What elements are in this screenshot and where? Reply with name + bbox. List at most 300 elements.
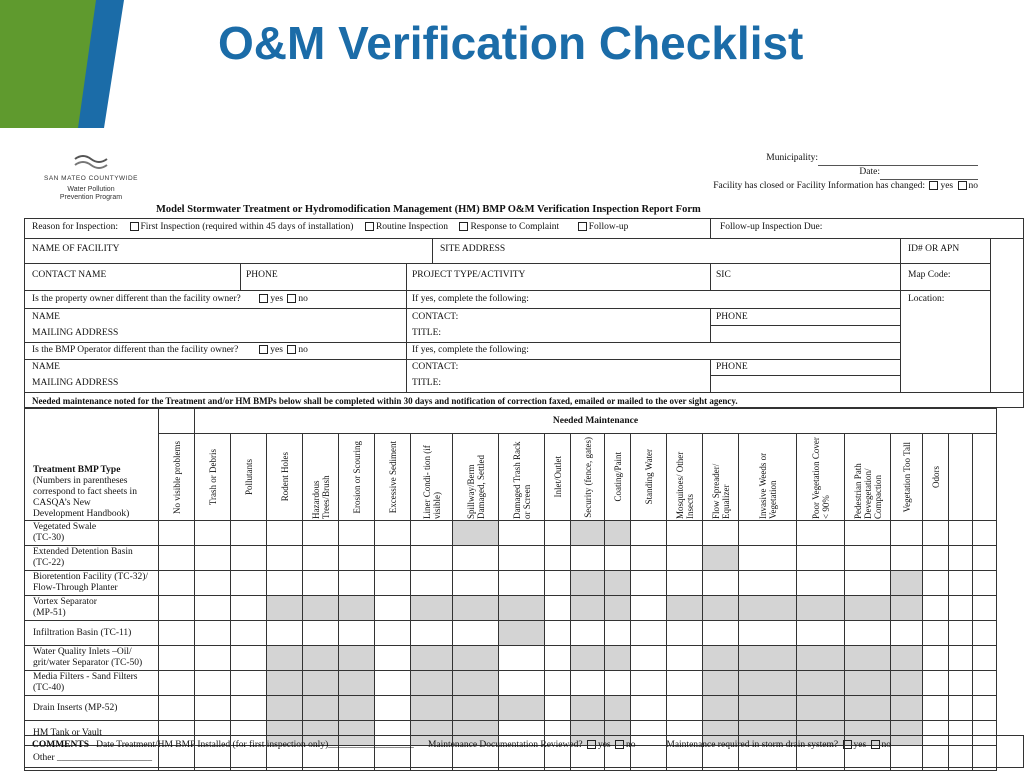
maintenance-cell[interactable]	[891, 546, 923, 571]
maintenance-cell[interactable]	[923, 621, 949, 646]
column-header-label: Rodent Holes	[279, 452, 290, 502]
maintenance-cell[interactable]	[703, 596, 739, 621]
maintenance-cell[interactable]	[797, 671, 845, 696]
maintenance-cell[interactable]	[667, 696, 703, 721]
maintenance-cell[interactable]	[159, 646, 195, 671]
map-code-label: Map Code:	[908, 270, 951, 280]
maintenance-cell[interactable]	[499, 696, 545, 721]
column-header-label: Trash or Debris	[207, 448, 218, 506]
maintenance-cell[interactable]	[159, 696, 195, 721]
maintenance-cell[interactable]	[267, 596, 303, 621]
maintenance-cell[interactable]	[267, 646, 303, 671]
operator-name-label: NAME	[32, 362, 60, 372]
maintenance-cell[interactable]	[703, 571, 739, 596]
maintenance-cell[interactable]	[375, 621, 411, 646]
maintenance-cell[interactable]	[195, 546, 231, 571]
maintenance-cell[interactable]	[339, 521, 375, 546]
slide-title: O&M Verification Checklist	[218, 17, 804, 69]
owner-if-yes-label: If yes, complete the following:	[412, 294, 529, 304]
maintenance-cell[interactable]	[703, 621, 739, 646]
maintenance-cell[interactable]	[739, 521, 797, 546]
maintenance-cell[interactable]	[797, 546, 845, 571]
maintenance-cell[interactable]	[631, 571, 667, 596]
maintenance-cell[interactable]	[631, 621, 667, 646]
form-header-right: Municipality: Date: Facility has closed or Facility Information has changed: yes no	[713, 153, 978, 191]
maintenance-cell[interactable]	[499, 671, 545, 696]
maintenance-cell[interactable]	[571, 621, 605, 646]
maintenance-cell[interactable]	[797, 696, 845, 721]
maintenance-cell[interactable]	[411, 596, 453, 621]
bmp-type-label: Vortex Separator (MP-51)	[25, 596, 159, 621]
reason-label: Reason for Inspection:	[32, 222, 119, 232]
maintenance-cell[interactable]	[267, 621, 303, 646]
operator-mailing-label: MAILING ADDRESS	[32, 378, 119, 388]
maintenance-cell[interactable]	[571, 571, 605, 596]
maintenance-cell[interactable]	[605, 596, 631, 621]
maintenance-cell[interactable]	[499, 596, 545, 621]
maintenance-cell[interactable]	[375, 646, 411, 671]
maintenance-cell[interactable]	[571, 696, 605, 721]
maintenance-cell[interactable]	[739, 646, 797, 671]
storm-no-checkbox[interactable]	[871, 740, 880, 749]
maintenance-cell[interactable]	[339, 596, 375, 621]
maintenance-cell[interactable]	[667, 621, 703, 646]
maintenance-cell[interactable]	[667, 646, 703, 671]
column-header	[545, 434, 571, 521]
column-header-label: Pedestrian Path Devegetation/ Compaction	[852, 463, 883, 519]
maintenance-cell[interactable]	[631, 646, 667, 671]
maintenance-cell[interactable]	[739, 571, 797, 596]
operator-yes-checkbox[interactable]	[259, 345, 268, 354]
contact-name-label: CONTACT NAME	[32, 270, 107, 280]
maintenance-cell[interactable]	[545, 596, 571, 621]
table-row	[25, 546, 997, 571]
maintenance-cell[interactable]	[605, 521, 631, 546]
maintenance-cell[interactable]	[303, 671, 339, 696]
facility-changed-no-checkbox[interactable]	[958, 181, 967, 190]
owner-yes-checkbox[interactable]	[259, 294, 268, 303]
column-header-label: Pollutants	[243, 458, 254, 495]
bmp-type-label: Other ____________________	[25, 746, 159, 771]
maintenance-cell[interactable]	[267, 546, 303, 571]
inspection-form: SAN MATEO COUNTYWIDE Water Pollution Prevention Program Municipality: Date: Facility has closed or Facility Information has changed: yes no Model Stormwater Treatment or Hydromodification Management (HM) BMP O&M Verification Inspection Report Form Reason for Inspection: First Inspection (required within 45 days of installation) Routine Inspection Response to Complaint Follow-up Follow-up Inspection Due: NAME OF FACILITY SITE ADDRESS ID# OR APN CONTACT NAME PHONE PROJECT TYPE/ACTIVITY SIC Map Code: Is the property owner different than the facility owner? yes no If yes, complete the following: Location: NAME MAILING ADDRESS CONTACT: TITLE: PHONE Is the BMP Operator different than the facility owner? yes no If yes, complete the following: NAME MAILING ADDRESS CONTACT: TITLE: PHONE Needed maintenance noted for the Treatment and/or HM BMPs below shall be completed within 30 days and notification of correction faxed, emailed or mailed to the over sight agency. Treatment BMP Type (Numbers in parentheses correspond to fact sheets in CASQA’s New Development Handbook) Needed Maintenance No visible problems Trash or Debris Pollutants Rodent Holes Hazardous Trees/Brush Erosion or Scouring Excessive Sediment Liner Condi- tion (if visible) Spillway/Berm Damaged, Settled Damaged Trash Rack or Screen Inlet/Outlet Security (fence, gates) Coating/Paint Standing Water Mosquitoes/ Other Insects Flow Spreader/ Equalizer Invasive Weeds or Vegetation Poor Vegetation Cover < 90% Pedestrian Path Devegetation/ Compaction Vegetation Too Tall Odors Vegetated Swale (TC-30) Extended Detention Basin (TC-22) Bioretention Facility (TC-32)/ Flow-Through Planter Vortex Separator (MP-51) Infiltration Basin (TC-11) Water Quality Inlets –Oil/ grit/water Separator (TC-50) Media Filters - Sand Filters (TC-40) Drain Inserts (MP-52) HM Tank or Vault Other ____________________ COMMENTS Date Treatment/HM BMP Installed (for first inspection only)__________________ Maintenance Documentation Reviewed? yes no Maintenance required in storm drain system? yes no	[24, 148, 1024, 768]
maintenance-cell[interactable]	[973, 646, 997, 671]
maintenance-cell[interactable]	[195, 646, 231, 671]
docs-reviewed-label: Maintenance Documentation Reviewed?	[427, 740, 583, 750]
maintenance-cell[interactable]	[571, 521, 605, 546]
maintenance-cell[interactable]	[267, 521, 303, 546]
maintenance-cell[interactable]	[159, 671, 195, 696]
maintenance-cell[interactable]	[231, 696, 267, 721]
maintenance-cell[interactable]	[453, 671, 499, 696]
followup-checkbox[interactable]	[578, 222, 587, 231]
municipality-field[interactable]	[818, 152, 978, 166]
maintenance-cell[interactable]	[949, 671, 973, 696]
maintenance-cell[interactable]	[499, 621, 545, 646]
maintenance-cell[interactable]	[303, 546, 339, 571]
maintenance-cell[interactable]	[545, 571, 571, 596]
maintenance-cell[interactable]	[973, 596, 997, 621]
maintenance-cell[interactable]	[375, 571, 411, 596]
column-header-label: Hazardous Trees/Brush	[310, 475, 331, 519]
operator-no-checkbox[interactable]	[287, 345, 296, 354]
maintenance-cell[interactable]	[739, 596, 797, 621]
date-field[interactable]	[880, 166, 978, 180]
maintenance-cell[interactable]	[605, 646, 631, 671]
column-header	[375, 434, 411, 521]
maintenance-cell[interactable]	[891, 571, 923, 596]
maintenance-cell[interactable]	[545, 521, 571, 546]
maintenance-cell[interactable]	[453, 521, 499, 546]
maintenance-notice: Needed maintenance noted for the Treatment and/or HM BMPs below shall be completed within 30 days and notification of correction faxed, emailed or mailed to the over sight agency.	[32, 396, 738, 406]
maintenance-cell[interactable]	[667, 546, 703, 571]
maintenance-cell[interactable]	[159, 521, 195, 546]
slide-accent-blue	[0, 0, 140, 128]
maintenance-cell[interactable]	[973, 571, 997, 596]
maintenance-cell[interactable]	[159, 621, 195, 646]
owner-name-label: NAME	[32, 312, 60, 322]
maintenance-cell[interactable]	[797, 646, 845, 671]
maintenance-cell[interactable]	[739, 546, 797, 571]
maintenance-cell[interactable]	[267, 571, 303, 596]
maintenance-cell[interactable]	[411, 621, 453, 646]
maintenance-cell[interactable]	[923, 646, 949, 671]
first-inspection-checkbox[interactable]	[130, 222, 139, 231]
maintenance-cell[interactable]	[339, 671, 375, 696]
maintenance-cell[interactable]	[703, 671, 739, 696]
maintenance-cell[interactable]	[453, 696, 499, 721]
maintenance-cell[interactable]	[453, 596, 499, 621]
complaint-checkbox[interactable]	[459, 222, 468, 231]
column-header	[159, 434, 195, 521]
logo: SAN MATEO COUNTYWIDE Water Pollution Prevention Program	[36, 152, 146, 202]
maintenance-cell[interactable]	[797, 571, 845, 596]
maintenance-cell[interactable]	[845, 621, 891, 646]
maintenance-cell[interactable]	[499, 521, 545, 546]
maintenance-cell[interactable]	[159, 596, 195, 621]
maintenance-cell[interactable]	[339, 571, 375, 596]
maintenance-cell[interactable]	[545, 546, 571, 571]
column-header-label: Poor Vegetation Cover < 90%	[810, 437, 831, 519]
maintenance-cell[interactable]	[231, 646, 267, 671]
maintenance-cell[interactable]	[303, 596, 339, 621]
maintenance-cell[interactable]	[453, 546, 499, 571]
maintenance-cell[interactable]	[375, 696, 411, 721]
column-header	[703, 434, 739, 521]
maintenance-cell[interactable]	[195, 571, 231, 596]
maintenance-cell[interactable]	[571, 646, 605, 671]
column-header-label: Coating/Paint	[612, 452, 623, 502]
maintenance-cell[interactable]	[571, 546, 605, 571]
maintenance-cell[interactable]	[973, 521, 997, 546]
facility-name-label: NAME OF FACILITY	[32, 244, 120, 254]
maintenance-cell[interactable]	[973, 696, 997, 721]
maintenance-cell[interactable]	[159, 571, 195, 596]
bmp-type-label: Drain Inserts (MP-52)	[25, 696, 159, 721]
maintenance-cell[interactable]	[303, 646, 339, 671]
column-header-label: Erosion or Scouring	[351, 440, 362, 514]
maintenance-cell[interactable]	[605, 546, 631, 571]
column-header-label: Liner Condi- tion (if visible)	[421, 445, 442, 519]
maintenance-cell[interactable]	[303, 621, 339, 646]
maintenance-cell[interactable]	[231, 546, 267, 571]
maintenance-cell[interactable]	[571, 671, 605, 696]
site-address-label: SITE ADDRESS	[440, 244, 506, 254]
bmp-type-label: Water Quality Inlets –Oil/ grit/water Separator (TC-50)	[25, 646, 159, 671]
table-row	[25, 621, 997, 646]
project-type-label: PROJECT TYPE/ACTIVITY	[412, 270, 526, 280]
maintenance-cell[interactable]	[453, 646, 499, 671]
maintenance-cell[interactable]	[667, 671, 703, 696]
maintenance-cell[interactable]	[923, 596, 949, 621]
maintenance-cell[interactable]	[267, 696, 303, 721]
column-header	[267, 434, 303, 521]
maintenance-cell[interactable]	[195, 521, 231, 546]
maintenance-cell[interactable]	[339, 646, 375, 671]
storm-yes-checkbox[interactable]	[843, 740, 852, 749]
operator-phone-label: PHONE	[716, 362, 748, 372]
maintenance-cell[interactable]	[667, 596, 703, 621]
maintenance-cell[interactable]	[739, 671, 797, 696]
column-header	[845, 434, 891, 521]
maintenance-cell[interactable]	[631, 546, 667, 571]
maintenance-cell[interactable]	[159, 546, 195, 571]
id-apn-label: ID# OR APN	[908, 244, 960, 254]
maintenance-cell[interactable]	[605, 621, 631, 646]
maintenance-cell[interactable]	[499, 646, 545, 671]
maintenance-cell[interactable]	[375, 546, 411, 571]
maintenance-cell[interactable]	[845, 696, 891, 721]
location-label: Location:	[908, 294, 945, 304]
maintenance-cell[interactable]	[949, 521, 973, 546]
maintenance-cell[interactable]	[891, 621, 923, 646]
maintenance-cell[interactable]	[703, 646, 739, 671]
maintenance-cell[interactable]	[499, 571, 545, 596]
column-header	[949, 434, 973, 521]
maintenance-cell[interactable]	[195, 621, 231, 646]
maintenance-cell[interactable]	[303, 571, 339, 596]
sic-label: SIC	[716, 270, 731, 280]
logo-org: SAN MATEO COUNTYWIDE	[43, 175, 139, 182]
operator-contact-label: CONTACT:	[412, 362, 459, 372]
maintenance-cell[interactable]	[949, 646, 973, 671]
maintenance-cell[interactable]	[545, 646, 571, 671]
maintenance-cell[interactable]	[231, 521, 267, 546]
column-header-label: Invasive Weeds or Vegetation	[757, 452, 778, 519]
column-header	[231, 434, 267, 521]
maintenance-cell[interactable]	[845, 671, 891, 696]
table-row	[25, 596, 997, 621]
owner-mailing-label: MAILING ADDRESS	[32, 328, 119, 338]
maintenance-cell[interactable]	[891, 696, 923, 721]
owner-no-checkbox[interactable]	[287, 294, 296, 303]
column-header-label: Vegetation Too Tall	[901, 441, 912, 513]
maintenance-cell[interactable]	[231, 621, 267, 646]
column-header-label: Flow Spreader/ Equalizer	[710, 463, 731, 519]
needed-maintenance-header: Needed Maintenance	[195, 409, 997, 434]
column-header-label: Odors	[930, 466, 941, 488]
maintenance-cell[interactable]	[797, 521, 845, 546]
column-header	[973, 434, 997, 521]
column-header-label: Inlet/Outlet	[552, 456, 563, 498]
maintenance-cell[interactable]	[375, 521, 411, 546]
column-header-label: Standing Water	[643, 449, 654, 505]
maintenance-cell[interactable]	[339, 546, 375, 571]
maintenance-cell[interactable]	[891, 596, 923, 621]
maintenance-cell[interactable]	[339, 696, 375, 721]
maintenance-cell[interactable]	[631, 671, 667, 696]
maintenance-cell[interactable]	[703, 546, 739, 571]
maintenance-cell[interactable]	[453, 571, 499, 596]
maintenance-cell[interactable]	[923, 521, 949, 546]
maintenance-cell[interactable]	[845, 646, 891, 671]
maintenance-cell[interactable]	[973, 621, 997, 646]
maintenance-cell[interactable]	[973, 671, 997, 696]
column-header	[891, 434, 923, 521]
maintenance-cell[interactable]	[923, 696, 949, 721]
column-header	[631, 434, 667, 521]
maintenance-cell[interactable]	[303, 696, 339, 721]
maintenance-cell[interactable]	[949, 596, 973, 621]
maintenance-cell[interactable]	[631, 521, 667, 546]
comments-label: COMMENTS	[32, 740, 89, 750]
maintenance-cell[interactable]	[267, 671, 303, 696]
maintenance-cell[interactable]	[545, 621, 571, 646]
bmp-type-label: Bioretention Facility (TC-32)/ Flow-Through Planter	[25, 571, 159, 596]
column-header-label: Excessive Sediment	[387, 440, 398, 514]
docs-no-checkbox[interactable]	[615, 740, 624, 749]
maintenance-cell[interactable]	[949, 546, 973, 571]
maintenance-cell[interactable]	[195, 671, 231, 696]
column-header	[667, 434, 703, 521]
column-header	[303, 434, 339, 521]
table-row	[25, 696, 997, 721]
bmp-type-label: Vegetated Swale (TC-30)	[25, 521, 159, 546]
maintenance-cell[interactable]	[891, 646, 923, 671]
owner-phone-label: PHONE	[716, 312, 748, 322]
maintenance-cell[interactable]	[231, 571, 267, 596]
column-header	[411, 434, 453, 521]
facility-info-section	[24, 218, 1024, 408]
operator-if-yes-label: If yes, complete the following:	[412, 345, 529, 355]
maintenance-cell[interactable]	[845, 521, 891, 546]
table-row	[25, 646, 997, 671]
column-header	[499, 434, 545, 521]
maintenance-cell[interactable]	[499, 546, 545, 571]
maintenance-cell[interactable]	[923, 671, 949, 696]
maintenance-cell[interactable]	[195, 596, 231, 621]
maintenance-cell[interactable]	[411, 571, 453, 596]
logo-program: Water Pollution	[67, 186, 115, 193]
maintenance-cell[interactable]	[411, 521, 453, 546]
operator-title-label: TITLE:	[412, 378, 442, 388]
maintenance-cell[interactable]	[303, 521, 339, 546]
maintenance-cell[interactable]	[231, 596, 267, 621]
maintenance-cell[interactable]	[411, 646, 453, 671]
maintenance-cell[interactable]	[231, 671, 267, 696]
table-row	[25, 671, 997, 696]
maintenance-cell[interactable]	[797, 621, 845, 646]
maintenance-cell[interactable]	[703, 696, 739, 721]
column-header-label: No visible problems	[171, 440, 182, 514]
bmp-type-label: Media Filters - Sand Filters (TC-40)	[25, 671, 159, 696]
maintenance-cell[interactable]	[973, 546, 997, 571]
maintenance-cell[interactable]	[923, 546, 949, 571]
bmp-type-header: Treatment BMP Type (Numbers in parentheses correspond to fact sheets in CASQA’s New Development Handbook)	[33, 465, 137, 519]
owner-title-label: TITLE:	[412, 328, 442, 338]
column-header	[797, 434, 845, 521]
column-header	[453, 434, 499, 521]
phone-label: PHONE	[246, 270, 278, 280]
maintenance-cell[interactable]	[375, 671, 411, 696]
bmp-type-label: HM Tank or Vault	[25, 721, 159, 746]
maintenance-cell[interactable]	[923, 571, 949, 596]
maintenance-cell[interactable]	[667, 521, 703, 546]
maintenance-cell[interactable]	[605, 671, 631, 696]
column-header	[923, 434, 949, 521]
docs-yes-checkbox[interactable]	[587, 740, 596, 749]
column-header	[739, 434, 797, 521]
date-installed-label: Date Treatment/HM BMP Installed (for first inspection only)__________________	[96, 740, 414, 750]
form-title: Model Stormwater Treatment or Hydromodification Management (HM) BMP O&M Verification Inspection Report Form	[156, 204, 701, 215]
maintenance-cell[interactable]	[949, 621, 973, 646]
maintenance-cell[interactable]	[631, 696, 667, 721]
maintenance-cell[interactable]	[411, 696, 453, 721]
maintenance-cell[interactable]	[605, 571, 631, 596]
maintenance-cell[interactable]	[703, 521, 739, 546]
maintenance-cell[interactable]	[845, 546, 891, 571]
column-header-label: Damaged Trash Rack or Screen	[511, 441, 532, 519]
maintenance-cell[interactable]	[845, 596, 891, 621]
column-header	[339, 434, 375, 521]
maintenance-cell[interactable]	[375, 596, 411, 621]
column-header	[605, 434, 631, 521]
maintenance-cell[interactable]	[571, 596, 605, 621]
maintenance-cell[interactable]	[667, 571, 703, 596]
owner-different-label: Is the property owner different than the facility owner?	[32, 294, 241, 304]
maintenance-cell[interactable]	[453, 621, 499, 646]
maintenance-cell[interactable]	[739, 621, 797, 646]
maintenance-cell[interactable]	[545, 696, 571, 721]
facility-changed-yes-checkbox[interactable]	[929, 181, 938, 190]
maintenance-cell[interactable]	[631, 596, 667, 621]
column-header-label: Security (fence, gates)	[582, 436, 593, 518]
routine-inspection-checkbox[interactable]	[365, 222, 374, 231]
bmp-type-label: Extended Detention Basin (TC-22)	[25, 546, 159, 571]
maintenance-cell[interactable]	[411, 671, 453, 696]
followup-due-label: Follow-up Inspection Due:	[720, 222, 823, 232]
maintenance-cell[interactable]	[739, 696, 797, 721]
maintenance-cell[interactable]	[949, 571, 973, 596]
bmp-type-label: Infiltration Basin (TC-11)	[25, 621, 159, 646]
maintenance-cell[interactable]	[339, 621, 375, 646]
maintenance-cell[interactable]	[949, 696, 973, 721]
table-row	[25, 521, 997, 546]
owner-contact-label: CONTACT:	[412, 312, 459, 322]
maintenance-cell[interactable]	[605, 696, 631, 721]
storm-drain-label: Maintenance required in storm drain system?	[666, 740, 839, 750]
table-row	[25, 571, 997, 596]
maintenance-cell[interactable]	[891, 521, 923, 546]
maintenance-cell[interactable]	[411, 546, 453, 571]
maintenance-cell[interactable]	[195, 696, 231, 721]
maintenance-cell[interactable]	[845, 571, 891, 596]
maintenance-cell[interactable]	[891, 671, 923, 696]
maintenance-cell[interactable]	[545, 671, 571, 696]
maintenance-cell[interactable]	[797, 596, 845, 621]
column-header	[195, 434, 231, 521]
column-header-label: Spillway/Berm Damaged, Settled	[465, 455, 486, 519]
